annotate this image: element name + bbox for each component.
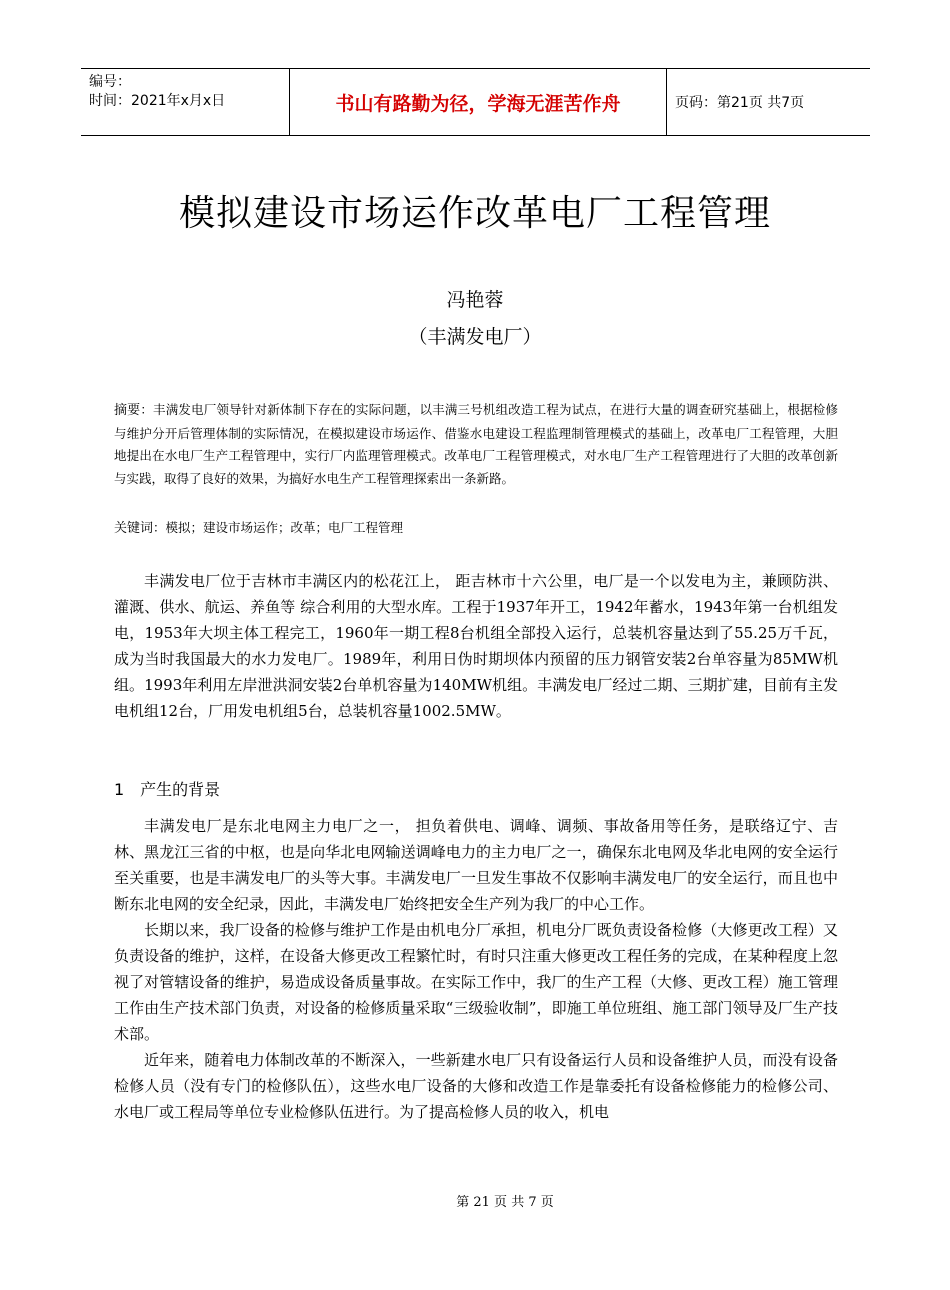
- abstract-text: ：丰满发电厂领导针对新体制下存在的实际问题，以丰满三号机组改造工程为试点，在进行大量的调查研究基础上，根据检修与维护分开后管理体制的实际情况，在模拟建设市场运作、借鉴水电建设工程监理制管理模式的基础上，改革电厂工程管理，大胆地提出在水电厂生产工程管理中，实行厂内监理管理模式。改革电厂工程管理模式，对水电厂生产工程管理进行了大胆的改革创新与实践，取得了良好的效果，为搞好水电生产工程管理探索出一条新路。: [114, 402, 838, 486]
- header-motto: 书山有路勤为径，学海无涯苦作舟: [289, 69, 667, 135]
- abstract-label: 摘要: [114, 403, 141, 418]
- section-paragraph: 丰满发电厂是东北电网主力电厂之一， 担负着供电、调峰、调频、事故备用等任务，是联络辽宁、吉林、黑龙江三省的中枢，也是向华北电网输送调峰电力的主力电厂之一，确保东北电网及华北电网的安全运行至关重要，也是丰满发电厂的头等大事。丰满发电厂一旦发生事故不仅影响丰满发电厂的安全运行，而且也中断东北电网的安全纪录，因此，丰满发电厂始终把安全生产列为我厂的中心工作。: [114, 817, 838, 913]
- time-label: 时间：2021年x月x日: [89, 93, 226, 109]
- intro-section: [114, 568, 838, 724]
- page-footer: 第 21 页 共 7 页: [456, 1195, 554, 1210]
- section-paragraph: 长期以来，我厂设备的检修与维护工作是由机电分厂承担，机电分厂既负责设备检修（大修更改工程）又负责设备的维护，这样，在设备大修更改工程繁忙时，有时只注重大修更改工程任务的完成，在某种程度上忽视了对管辖设备的维护，易造成设备质量事故。在实际工作中，我厂的生产工程（大修、更改工程）施工管理工作由生产技术部门负责，对设备的检修质量采取“三级验收制”，即施工单位班组、施工部门领导及厂生产技术部。: [114, 921, 838, 1043]
- header-meta: [81, 69, 289, 135]
- author-name: 冯艳蓉: [446, 289, 504, 311]
- page-header: [81, 68, 870, 136]
- header-page-info: 页码：第21页 共7页: [675, 95, 805, 111]
- section-body: [114, 813, 838, 1125]
- abstract: [114, 399, 838, 490]
- author-affiliation: （丰满发电厂）: [408, 326, 542, 348]
- number-label: 编号：: [89, 74, 131, 90]
- keywords: [114, 517, 838, 540]
- keywords-text: ：模拟；建设市场运作；改革；电厂工程管理: [153, 520, 404, 535]
- section-heading: 1 产生的背景: [114, 780, 221, 799]
- keywords-label: 关键词: [114, 521, 154, 536]
- section-paragraph: 近年来，随着电力体制改革的不断深入，一些新建水电厂只有设备运行人员和设备维护人员，而没有设备检修人员（没有专门的检修队伍），这些水电厂设备的大修和改造工作是靠委托有设备检修能力的检修公司、水电厂或工程局等单位专业检修队伍进行。为了提高检修人员的收入，机电: [114, 1051, 838, 1121]
- intro-paragraph: 丰满发电厂位于吉林市丰满区内的松花江上， 距吉林市十六公里，电厂是一个以发电为主，兼顾防洪、灌溉、供水、航运、养鱼等 综合利用的大型水库。工程于1937年开工，1942年蓄水，1943年第一台机组发电，1953年大坝主体工程完工，1960年一期工程8台机组全部投入运行，总装机容量达到了55.25万千瓦，成为当时我国最大的水力发电厂。1989年，利用日伪时期坝体内预留的压力钢管安装2台单容量为85MW机组。1993年利用左岸泄洪洞安装2台单机容量为140MW机组。丰满发电厂经过二期、三期扩建，目前有主发电机组12台，厂用发电机组5台，总装机容量1002.5MW。: [114, 572, 838, 720]
- document-title: 模拟建设市场运作改革电厂工程管理: [178, 193, 771, 234]
